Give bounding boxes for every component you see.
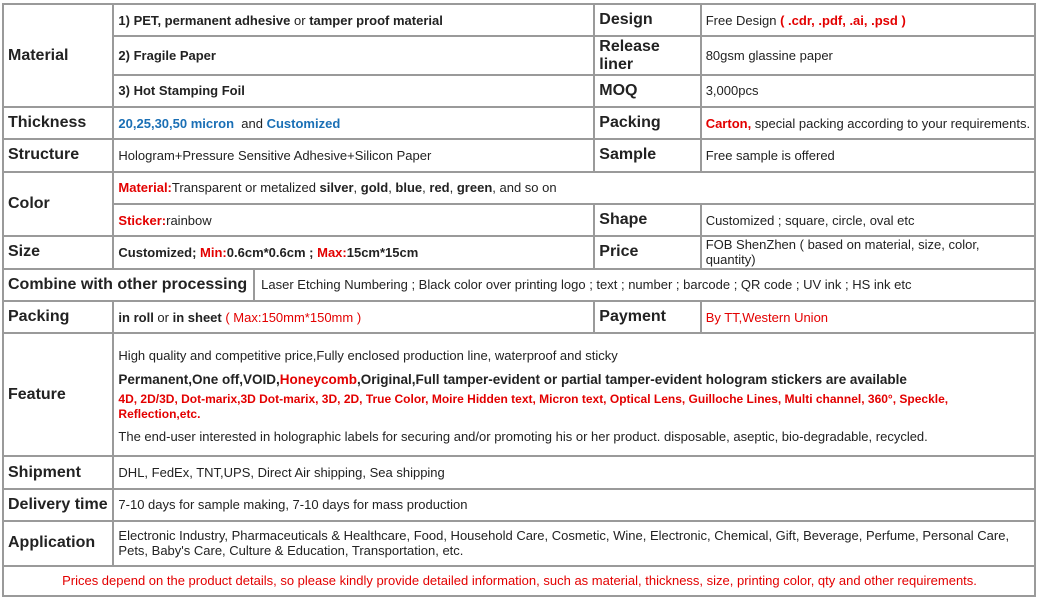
combine-label: Combine with other processing (4, 270, 255, 300)
color-label: Color (4, 173, 112, 236)
feature-line-3: 4D, 2D/3D, Dot-marix,3D Dot-marix, 3D, 2D, True Color, Moire Hidden text, Micron text, Optical Lens, Guilloche Lines, Multi channel, 360°, Speckle, Reflection,etc. (118, 392, 949, 422)
size-value: Customized; Min:0.6cm*0.6cm ; Max:15cm*15cm (114, 237, 593, 267)
shipment-value: DHL, FedEx, TNT,UPS, Direct Air shipping, Sea shipping (114, 457, 1034, 487)
material-label: Material (4, 5, 112, 106)
shape-value: Customized ; square, circle, oval etc (702, 205, 1034, 235)
feature-label: Feature (4, 334, 112, 455)
price-value: FOB ShenZhen ( based on material, size, color, quantity) (702, 237, 1034, 267)
feature-line-2: Permanent,One off,VOID,Honeycomb,Original,Full tamper-evident or partial tamper-evident hologram stickers are available (118, 372, 907, 388)
feature-line-4: The end-user interested in holographic labels for securing and/or promoting his or her product. disposable, aseptic, bio-degradable, recycled. (118, 429, 928, 445)
product-spec-table (2, 3, 1036, 597)
release-liner-value: 80gsm glassine paper (702, 37, 1034, 73)
material-line-2: 2) Fragile Paper (114, 37, 593, 73)
packing-label: Packing (4, 302, 112, 332)
release-liner-label: Release liner (595, 37, 699, 73)
combine-value: Laser Etching Numbering ; Black color over printing logo ; text ; number ; barcode ; QR code ; UV ink ; HS ink etc (261, 277, 912, 293)
packing-terms-label: Packing (595, 108, 699, 138)
combine-row (4, 270, 1034, 300)
design-label: Design (595, 5, 699, 35)
color-material-value: Material:Transparent or metalized silver, gold, blue, red, green, and so on (114, 173, 1034, 203)
feature-line-1: High quality and competitive price,Fully enclosed production line, waterproof and sticky (118, 348, 618, 364)
sample-value: Free sample is offered (702, 140, 1034, 170)
size-label: Size (4, 237, 112, 267)
payment-label: Payment (595, 302, 699, 332)
design-value: Free Design ( .cdr, .pdf, .ai, .psd ) (702, 5, 1034, 35)
feature-value (114, 334, 1034, 455)
sample-label: Sample (595, 140, 699, 170)
packing-terms-value: Carton, special packing according to your requirements. (702, 108, 1034, 138)
delivery-label: Delivery time (4, 490, 112, 520)
color-sticker-value: Sticker:rainbow (114, 205, 593, 235)
packing-value: in roll or in sheet ( Max:150mm*150mm ) (114, 302, 593, 332)
structure-value: Hologram+Pressure Sensitive Adhesive+Silicon Paper (114, 140, 593, 170)
price-notice: Prices depend on the product details, so please kindly provide detailed information, such as material, thickness, size, printing color, qty and other requirements. (4, 567, 1034, 595)
thickness-value: 20,25,30,50 micron and Customized (114, 108, 593, 138)
application-label: Application (4, 522, 112, 564)
structure-label: Structure (4, 140, 112, 170)
shipment-label: Shipment (4, 457, 112, 487)
payment-value: By TT,Western Union (702, 302, 1034, 332)
material-line-3: 3) Hot Stamping Foil (114, 76, 593, 106)
price-label: Price (595, 237, 699, 267)
delivery-value: 7-10 days for sample making, 7-10 days for mass production (114, 490, 1034, 520)
application-value: Electronic Industry, Pharmaceuticals & Healthcare, Food, Household Care, Cosmetic, Wine, Electronic, Chemical, Gift, Beverage, Perfume, Personal Care, Pets, Baby's Care, Culture & Education, Transportation, etc. (114, 522, 1034, 564)
material-line-1: 1) PET, permanent adhesive or tamper proof material (114, 5, 593, 35)
moq-label: MOQ (595, 76, 699, 106)
moq-value: 3,000pcs (702, 76, 1034, 106)
shape-label: Shape (595, 205, 699, 235)
thickness-label: Thickness (4, 108, 112, 138)
